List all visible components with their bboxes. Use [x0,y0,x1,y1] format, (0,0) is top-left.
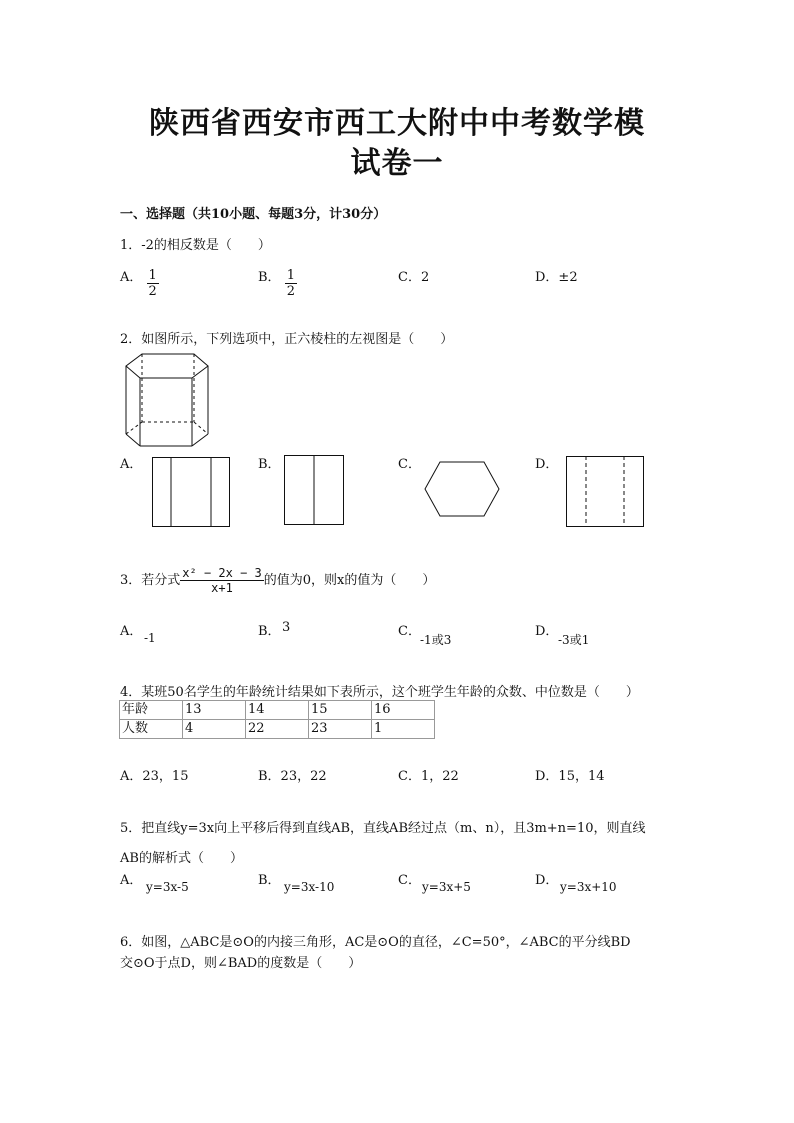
q1-a-fraction [147,268,159,299]
q5-stem-line1: 5．把直线y=3x向上平移后得到直线AB，直线AB经过点（m、n），且3m+n=10，则直线 [120,821,646,836]
q1-a-den: 2 [148,284,157,299]
q2-stem: 2．如图所示，下列选项中，正六棱柱的左视图是（ ） [120,332,454,347]
q2-option-c-figure [424,461,500,517]
q1-option-b [258,266,297,299]
q3-stem-post: 的值为0，则x的值为（ ） [263,573,436,588]
table-cell: 15 [309,701,372,720]
q1-b-den: 2 [286,284,295,299]
q2-a-label: A． [120,457,143,472]
q4-stem: 4．某班50名学生的年龄统计结果如下表所示，这个班学生年龄的众数、中位数是（ ） [120,685,639,700]
q5-b-label: B． [258,873,281,888]
table-cell: 人数 [120,720,183,739]
q3-b-label: B． [258,624,281,639]
q3-a-label: A． [120,624,143,639]
page-title-line1: 陕西省西安市西工大附中中考数学模 [149,106,645,141]
q4-option-a: A．23，15 [120,769,189,784]
q2-option-b-figure [284,455,344,525]
hexagonal-prism-figure [120,350,212,448]
q5-c-value: y=3x+5 [422,880,471,894]
q2-option-a-figure [152,457,230,527]
q1-option-c: C．2 [398,270,430,285]
q5-a-value: y=3x-5 [146,880,189,894]
q6-stem-line2: 交⊙O于点D，则∠BAD的度数是（ ） [120,956,362,971]
q3-d-value: -3或1 [558,633,590,647]
section-heading: 一、选择题（共10小题、每题3分，计30分） [120,207,387,222]
q1-b-num: 1 [286,268,295,283]
table-cell: 23 [309,720,372,739]
q2-option-d-figure [566,456,644,527]
table-cell: 22 [246,720,309,739]
q1-a-label: A． [120,270,143,285]
q1-b-fraction [285,268,297,299]
q2-d-label: D． [535,457,559,472]
q5-d-value: y=3x+10 [560,880,617,894]
table-cell: 13 [183,701,246,720]
page-title-line2: 试卷一 [350,146,444,181]
table-cell: 年龄 [120,701,183,720]
age-table [119,700,435,739]
q5-d-label: D． [535,873,559,888]
table-cell: 16 [372,701,435,720]
q3-a-value: -1 [144,631,156,645]
q1-stem: 1．-2的相反数是（ ） [120,238,271,253]
q5-b-value: y=3x-10 [284,880,335,894]
table-row [120,720,435,739]
q4-option-c: C．1，22 [398,769,459,784]
q1-option-d: D．±2 [535,270,578,285]
q3-c-label: C． [398,624,421,639]
table-row [120,701,435,720]
q3-b-value: 3 [282,620,291,635]
q6-stem-line1: 6．如图，△ABC是⊙O的内接三角形，AC是⊙O的直径，∠C=50°，∠ABC的平分线BD [120,935,631,950]
q1-option-a [120,266,159,299]
q2-b-label: B． [258,457,281,472]
q3-frac-den: x+1 [211,581,233,595]
q2-c-label: C． [398,457,421,472]
q3-d-label: D． [535,624,559,639]
q5-c-label: C． [398,873,421,888]
q3-frac-num: x² − 2x − 3 [182,566,262,580]
table-cell: 1 [372,720,435,739]
q3-stem-pre: 3．若分式 [120,573,181,588]
q3-c-value: -1或3 [420,633,452,647]
q4-option-b: B．23，22 [258,769,327,784]
q5-stem-line2: AB的解析式（ ） [120,851,243,866]
table-cell: 4 [183,720,246,739]
q3-fraction [180,566,263,595]
q1-b-label: B． [258,270,281,285]
q4-option-d: D．15，14 [535,769,605,784]
q1-a-num: 1 [148,268,157,283]
q3-stem [120,566,435,595]
table-cell: 14 [246,701,309,720]
q5-a-label: A． [120,873,143,888]
